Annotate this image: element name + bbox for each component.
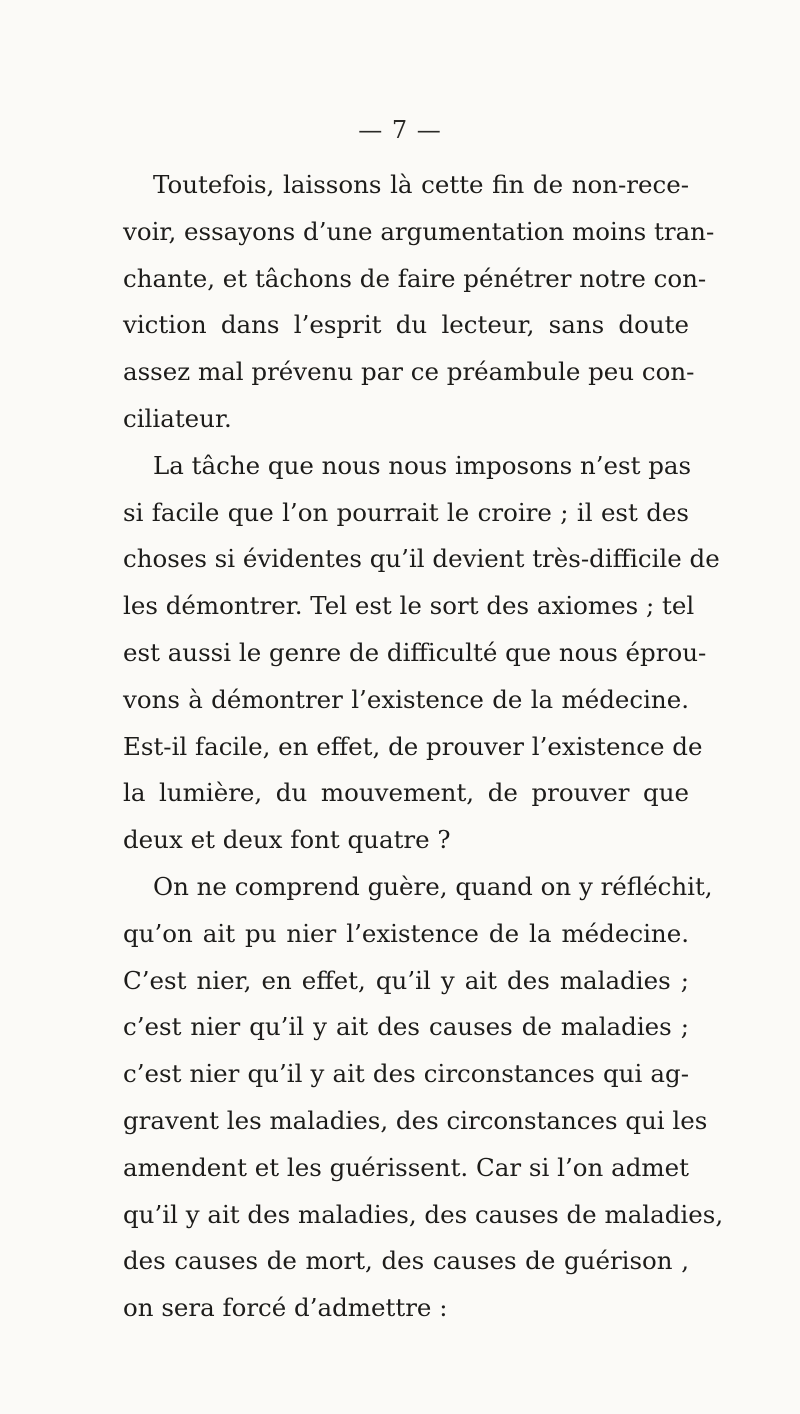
text-line: La tâche que nous nous imposons n’est pas bbox=[153, 450, 692, 480]
text-line: C’est nier, en effet, qu’il y ait des maladies ; bbox=[123, 965, 689, 995]
text-line: amendent et les guérissent. Car si l’on admet bbox=[123, 1152, 689, 1182]
text-line: Est-il facile, en effet, de prouver l’existence de bbox=[123, 731, 703, 761]
text-line: on sera forcé d’admettre : bbox=[123, 1293, 448, 1323]
text-line: deux et deux font quatre ? bbox=[123, 825, 451, 855]
text-line: choses si évidentes qu’il devient très-difficile de bbox=[123, 544, 720, 574]
page-number: — 7 — bbox=[358, 116, 442, 144]
text-line: vons à démontrer l’existence de la médecine. bbox=[123, 684, 689, 714]
text-line: c’est nier qu’il y ait des circonstances qui ag- bbox=[123, 1059, 689, 1089]
text-line: si facile que l’on pourrait le croire ; il est des bbox=[123, 497, 689, 527]
text-line: voir, essayons d’une argumentation moins tran- bbox=[123, 216, 715, 246]
text-line: c’est nier qu’il y ait des causes de maladies ; bbox=[123, 1012, 689, 1042]
text-line: chante, et tâchons de faire pénétrer notre con- bbox=[123, 263, 707, 293]
text-line: qu’on ait pu nier l’existence de la médecine. bbox=[123, 918, 689, 948]
text-line: Toutefois, laissons là cette fin de non-rece- bbox=[153, 170, 689, 199]
text-line: est aussi le genre de difficulté que nous éprou- bbox=[123, 637, 707, 667]
text-line: qu’il y ait des maladies, des causes de maladies, bbox=[123, 1199, 724, 1229]
text-line: les démontrer. Tel est le sort des axiomes ; tel bbox=[123, 591, 695, 621]
text-line: On ne comprend guère, quand on y réfléchit, bbox=[153, 871, 713, 901]
text-line: gravent les maladies, des circonstances qui les bbox=[123, 1105, 708, 1135]
text-line: ciliateur. bbox=[123, 403, 232, 433]
body-text bbox=[123, 162, 724, 1332]
text-line: assez mal prévenu par ce préambule peu con- bbox=[123, 357, 695, 387]
text-line: des causes de mort, des causes de guérison , bbox=[123, 1246, 689, 1276]
text-line: la lumière, du mouvement, de prouver que bbox=[123, 778, 689, 808]
text-line: viction dans l’esprit du lecteur, sans doute bbox=[123, 310, 689, 340]
